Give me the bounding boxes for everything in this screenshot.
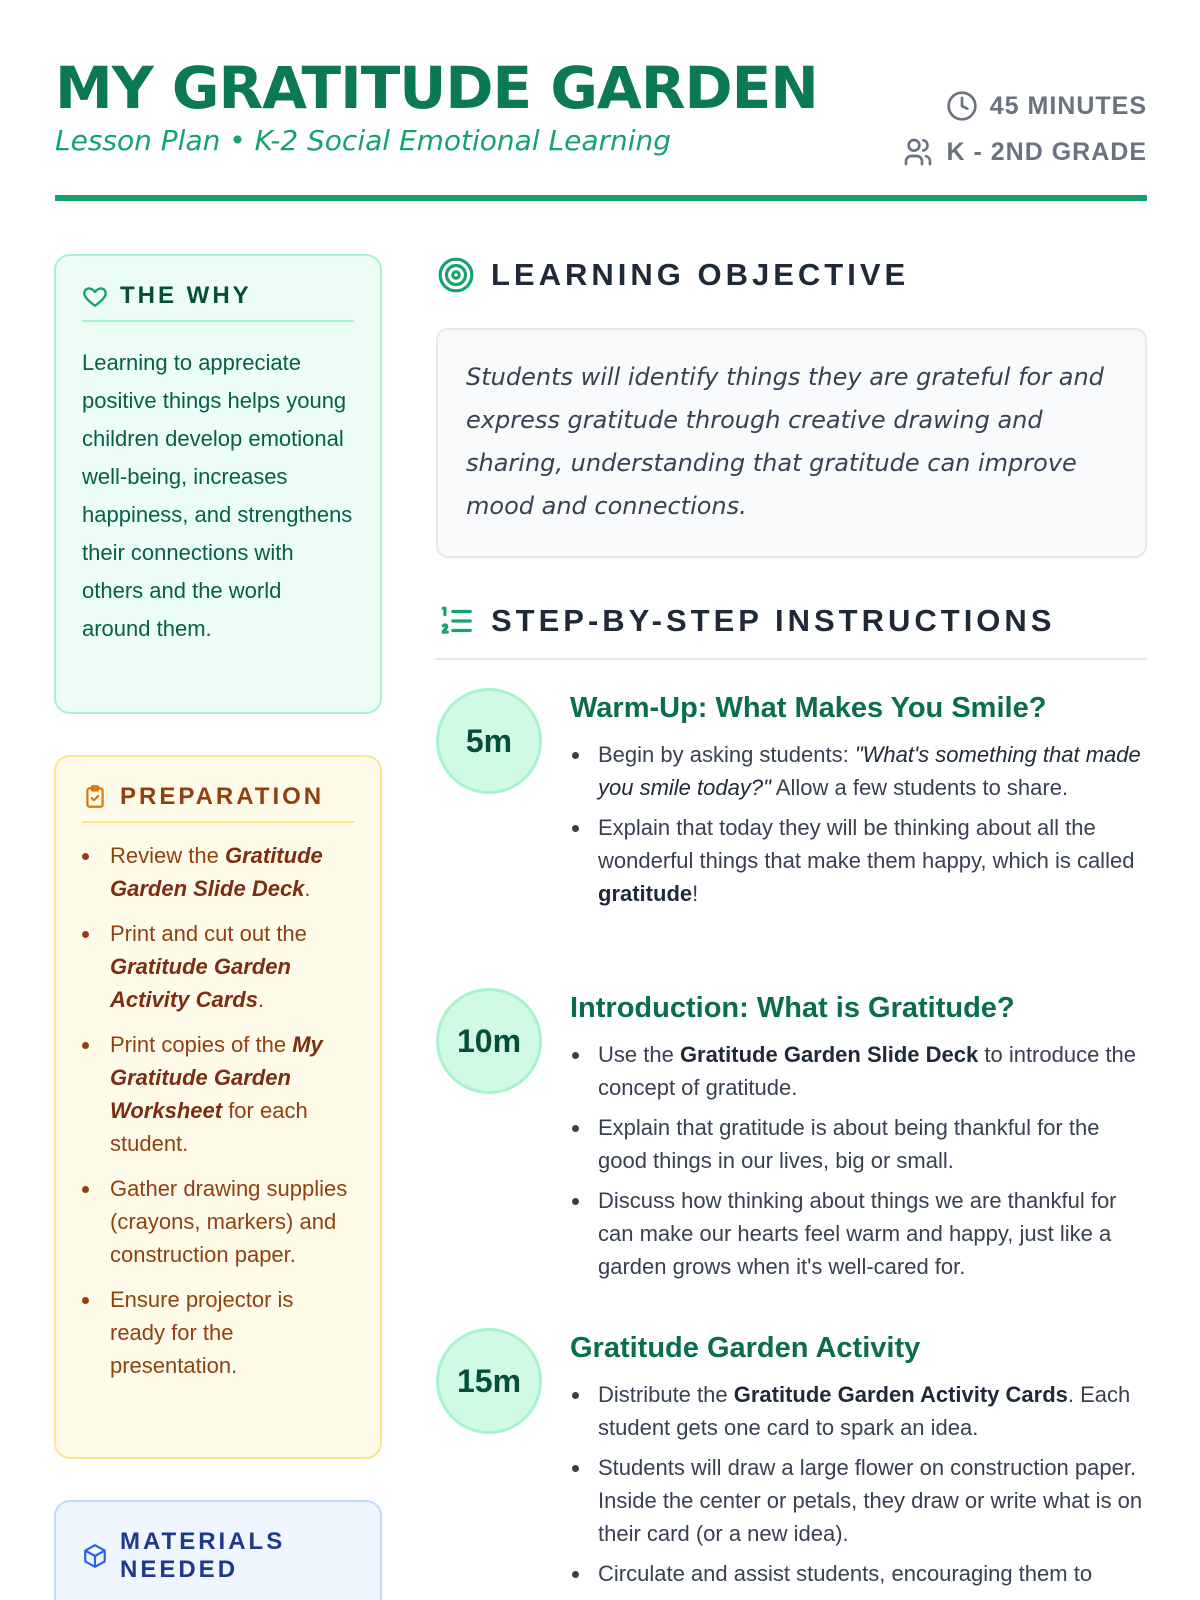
step-bullets	[570, 738, 1147, 910]
box-icon	[82, 1543, 108, 1569]
step-bullets	[570, 1378, 1147, 1590]
step-bullets	[570, 1038, 1147, 1283]
instructions-heading: STEP-BY-STEP INSTRUCTIONS	[437, 602, 1056, 640]
list-item: Gather drawing supplies (crayons, markers) and construction paper.	[82, 1172, 354, 1271]
list-item: Use the Gratitude Garden Slide Deck to introduce the concept of gratitude.	[570, 1038, 1147, 1104]
numbered-list-icon	[437, 602, 475, 640]
step-title: Warm-Up: What Makes You Smile?	[570, 692, 1047, 724]
list-item: Distribute the Gratitude Garden Activity Cards. Each student gets one card to spark an idea.	[570, 1378, 1147, 1444]
heart-icon	[82, 283, 108, 309]
objective-text: Students will identify things they are grateful for and express gratitude through creative drawing and sharing, understanding that gratitude can improve mood and connections.	[436, 328, 1147, 558]
list-item: Begin by asking students: "What's something that made you smile today?" Allow a few students to share.	[570, 738, 1147, 804]
step-title: Introduction: What is Gratitude?	[570, 992, 1015, 1024]
clock-icon	[946, 90, 978, 122]
list-item: Print and cut out the Gratitude Garden Activity Cards.	[82, 917, 354, 1016]
preparation-card	[54, 755, 382, 1459]
list-item: Print copies of the My Gratitude Garden Worksheet for each student.	[82, 1028, 354, 1160]
users-icon	[902, 136, 934, 168]
list-item: Ensure projector is ready for the presentation.	[82, 1283, 354, 1382]
list-item: Students will draw a large flower on construction paper. Inside the center or petals, they draw or write what is on their card (or a new idea).	[570, 1451, 1147, 1550]
list-item: Discuss how thinking about things we are thankful for can make our hearts feel warm and happy, just like a garden grows when it's well-cared for.	[570, 1184, 1147, 1283]
materials-card	[54, 1500, 382, 1600]
why-heading: THE WHY	[82, 282, 354, 322]
divider	[436, 658, 1147, 660]
why-card	[54, 254, 382, 714]
preparation-heading: PREPARATION	[82, 783, 354, 823]
page-title: MY GRATITUDE GARDEN	[55, 54, 818, 122]
grade-label: K - 2ND GRADE	[946, 137, 1147, 166]
step-time-badge: 15m	[436, 1328, 542, 1434]
grade-row	[902, 129, 1147, 175]
list-item: Explain that today they will be thinking about all the wonderful things that make them happy, which is called gratitude!	[570, 811, 1147, 910]
materials-heading: MATERIALS NEEDED	[82, 1528, 354, 1596]
step-time-badge: 10m	[436, 988, 542, 1094]
clipboard-check-icon	[82, 784, 108, 810]
why-text: Learning to appreciate positive things helps young children develop emotional well-being, increases happiness, and strengthens their connections with others and the world around them.	[82, 350, 353, 641]
page-subtitle: Lesson Plan • K-2 Social Emotional Learning	[55, 124, 672, 157]
list-item: Circulate and assist students, encouraging them to	[570, 1557, 1147, 1590]
lesson-header	[55, 55, 1147, 201]
list-item: Explain that gratitude is about being thankful for the good things in our lives, big or small.	[570, 1111, 1147, 1177]
duration-label: 45 MINUTES	[989, 91, 1147, 120]
step-time-badge: 5m	[436, 688, 542, 794]
objective-heading: LEARNING OBJECTIVE	[437, 256, 909, 294]
list-item: Review the Gratitude Garden Slide Deck.	[82, 839, 354, 905]
preparation-list	[82, 839, 354, 1382]
target-icon	[437, 256, 475, 294]
duration-row	[902, 83, 1147, 129]
step-title: Gratitude Garden Activity	[570, 1332, 921, 1364]
lesson-meta	[902, 83, 1147, 175]
